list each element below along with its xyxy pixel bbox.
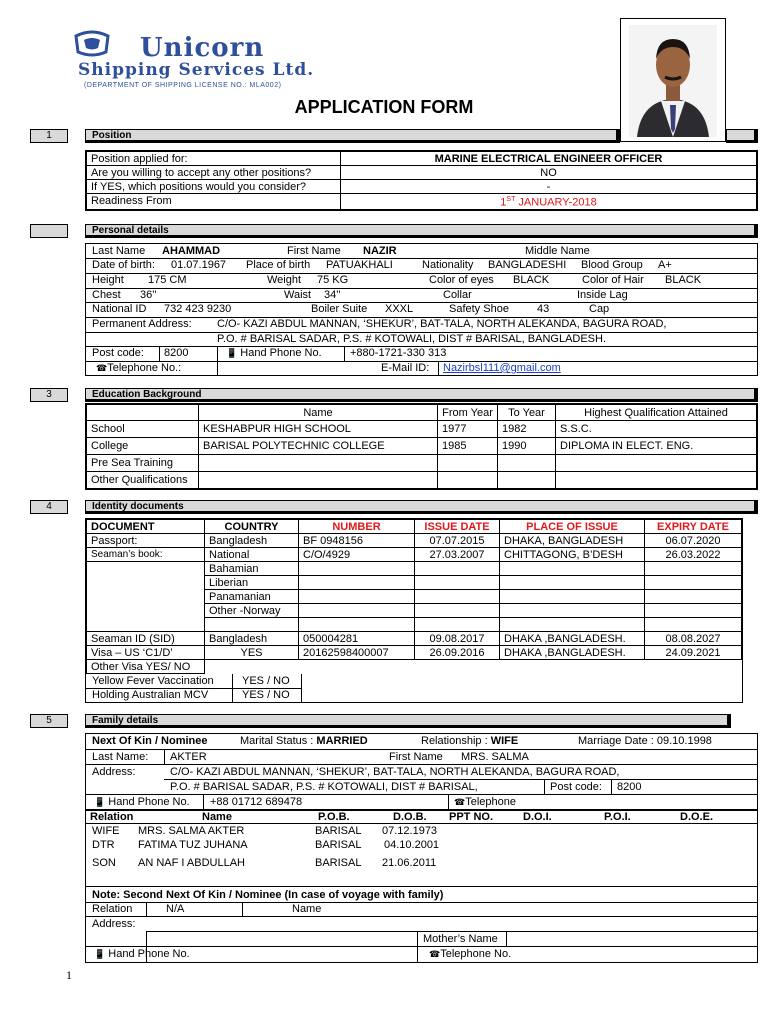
- permanent-address-line-1: C/O- KAZI ABDUL MANNAN, ‘SHEKUR’, BAT-TALA, NORTH ALEKANDA, BAGURA ROAD,: [217, 318, 667, 330]
- id-number: BF 0948156: [299, 534, 415, 548]
- edu-header-from: From Year: [438, 405, 498, 421]
- id-doc: Passport:: [87, 534, 205, 548]
- mobile-phone-icon: 📱: [94, 797, 106, 807]
- id-header-place: PLACE OF ISSUE: [500, 520, 645, 534]
- marital-status-value: MARRIED: [316, 735, 368, 747]
- second-nok-mother-name-label: Mother’s Name: [423, 933, 498, 945]
- id-row-other: [87, 562, 742, 576]
- personal-details-box: [85, 243, 758, 376]
- edu-qualification: DIPLOMA IN ELECT. ENG.: [556, 438, 757, 455]
- fam-header-relation: Relation: [90, 811, 134, 823]
- edu-name: [199, 472, 438, 489]
- chest-label: Chest: [92, 289, 121, 301]
- education-row: [87, 455, 757, 472]
- pob-value: PATUAKHALI: [326, 259, 393, 271]
- readiness-day: 1: [500, 196, 507, 209]
- id-header-issue-date: ISSUE DATE: [415, 520, 500, 534]
- logo-company-name: Unicorn: [140, 33, 265, 63]
- fam-pob: BARISAL: [315, 825, 362, 837]
- readiness-label: Readiness From: [87, 194, 341, 210]
- id-doc: Seaman’s book:: [87, 548, 205, 562]
- safety-shoe-value: 43: [537, 303, 550, 315]
- id-expiry: 24.09.2021: [645, 646, 742, 660]
- which-positions-value: -: [341, 180, 757, 194]
- edu-to: [498, 455, 556, 472]
- readiness-value: [341, 194, 757, 210]
- edu-from: [438, 455, 498, 472]
- second-nok-address-label: Address:: [92, 918, 136, 930]
- id-issue: 09.08.2017: [415, 632, 500, 646]
- fam-relation: DTR: [92, 839, 115, 851]
- section-4-header: Identity documents: [85, 500, 758, 514]
- applicant-photo: [620, 18, 726, 142]
- id-number: C/O/4929: [299, 548, 415, 562]
- edu-to: [498, 472, 556, 489]
- middle-name-label: Middle Name: [525, 245, 590, 257]
- education-row: [87, 438, 757, 455]
- id-country: YES: [205, 646, 299, 660]
- edu-to: 1990: [498, 438, 556, 455]
- yellow-fever-value: YES / NO: [242, 675, 290, 687]
- waist-label: Waist: [284, 289, 312, 301]
- nationality-label: Nationality: [422, 259, 474, 271]
- permanent-address-label: Permanent Address:: [92, 318, 192, 330]
- second-nok-name-label: Name: [292, 903, 322, 915]
- fam-header-doe: D.O.E.: [680, 811, 714, 823]
- second-nok-telephone-label: Telephone No.: [440, 948, 512, 960]
- id-row-other-visa: [87, 660, 742, 674]
- id-place: DHAKA, BANGLADESH: [500, 534, 645, 548]
- id-country: Bahamian: [205, 562, 299, 576]
- logo-license: (DEPARTMENT OF SHIPPING LICENSE NO.: MLA002): [84, 82, 282, 89]
- nok-address-line-2: P.O. # BARISAL SADAR, P.S. # KOTOWALI, DIST # BARISAL,: [170, 781, 478, 793]
- readiness-suffix: ST: [506, 196, 516, 203]
- readiness-month: JANUARY-2018: [515, 196, 597, 209]
- other-positions-label: Are you willing to accept any other positions?: [87, 166, 341, 180]
- second-nok-relation-label: Relation: [92, 903, 133, 915]
- id-country: Bangladesh: [205, 534, 299, 548]
- hair-color-value: BLACK: [665, 274, 702, 286]
- id-expiry: 06.07.2020: [645, 534, 742, 548]
- nok-post-code-value: 8200: [617, 781, 642, 793]
- fam-name: AN NAF I ABDULLAH: [138, 857, 245, 869]
- fam-header-poi: P.O.I.: [604, 811, 631, 823]
- nok-first-name-value: MRS. SALMA: [461, 751, 529, 763]
- telephone-label: Telephone No.:: [107, 362, 182, 374]
- boiler-suite-value: XXXL: [385, 303, 414, 315]
- id-row-sid: [87, 632, 742, 646]
- inside-lag-label: Inside Lag: [577, 289, 628, 301]
- which-positions-label: If YES, which positions would you consider?: [87, 180, 341, 194]
- nationality-value: BANGLADESHI: [488, 259, 567, 271]
- yellow-fever-label: Yellow Fever Vaccination: [92, 675, 214, 687]
- mobile-phone-icon: 📱: [94, 949, 106, 959]
- weight-label: Weight: [267, 274, 302, 286]
- hair-color-label: Color of Hair: [582, 274, 644, 286]
- last-name-label: Last Name: [92, 245, 146, 257]
- marital-status: [240, 734, 368, 748]
- section-1-number: 1: [30, 129, 68, 143]
- hand-phone-value: +880-1721-330 313: [350, 347, 447, 359]
- edu-from: 1977: [438, 421, 498, 438]
- second-nok-hand-phone-label: Hand Phone No.: [108, 948, 190, 960]
- telephone-icon: ☎: [429, 949, 441, 959]
- id-row-other: [87, 590, 742, 604]
- id-header-document: DOCUMENT: [87, 520, 205, 534]
- id-issue: 26.09.2016: [415, 646, 500, 660]
- page-title: APPLICATION FORM: [294, 97, 474, 117]
- position-row: [87, 180, 757, 194]
- relationship-label: Relationship :: [421, 735, 488, 747]
- nok-first-name-label: First Name: [389, 751, 443, 763]
- id-header-expiry: EXPIRY DATE: [645, 520, 742, 534]
- id-country: Bangladesh: [205, 632, 299, 646]
- edu-from: 1985: [438, 438, 498, 455]
- fam-pob: BARISAL: [315, 857, 362, 869]
- national-id-value: 732 423 9230: [164, 303, 232, 315]
- id-row-seaman-book: [87, 548, 742, 562]
- section-5-header: Family details: [85, 714, 731, 728]
- id-place: CHITTAGONG, B’DESH: [500, 548, 645, 562]
- fam-header-dob: D.O.B.: [393, 811, 427, 823]
- fam-name: FATIMA TUZ JUHANA: [138, 839, 248, 851]
- id-country: Liberian: [205, 576, 299, 590]
- other-visa: Other Visa YES/ NO: [87, 660, 205, 674]
- chest-value: 36'': [140, 289, 157, 301]
- id-row-other: [87, 604, 742, 618]
- nok-address-line-1: C/O- KAZI ABDUL MANNAN, ‘SHEKUR’, BAT-TALA, NORTH ALEKANDA, BAGURA ROAD,: [170, 766, 620, 778]
- section-4-number: 4: [30, 500, 68, 514]
- id-expiry: 08.08.2027: [645, 632, 742, 646]
- edu-qualification: [556, 472, 757, 489]
- id-row-passport: [87, 534, 742, 548]
- edu-header-qualification: Highest Qualification Attained: [556, 405, 757, 421]
- id-number: 050004281: [299, 632, 415, 646]
- edu-qualification: [556, 455, 757, 472]
- marital-status-label: Marital Status :: [240, 735, 314, 747]
- edu-type: Pre Sea Training: [87, 455, 199, 472]
- section-2-header: Personal details: [85, 224, 758, 238]
- nok-last-name-label: Last Name:: [92, 751, 149, 763]
- second-nok-note: Note: Second Next Of Kin / Nominee (In case of voyage with family): [92, 889, 444, 901]
- nok-address-label: Address:: [92, 766, 136, 778]
- first-name-label: First Name: [287, 245, 341, 257]
- national-id-label: National ID: [92, 303, 147, 315]
- position-row: [87, 194, 757, 210]
- page-number: 1: [66, 968, 72, 982]
- company-logo: [70, 26, 390, 96]
- other-positions-value: NO: [341, 166, 757, 180]
- email-link[interactable]: Nazirbsl111@gmail.com: [443, 362, 561, 374]
- blood-group-label: Blood Group: [581, 259, 643, 271]
- id-row-visa: [87, 646, 742, 660]
- id-issue: 07.07.2015: [415, 534, 500, 548]
- fam-header-doi: D.O.I.: [523, 811, 552, 823]
- education-table: [85, 403, 758, 490]
- fam-header-pob: P.O.B.: [318, 811, 350, 823]
- id-country: Other -Norway: [205, 604, 299, 618]
- fam-pob: BARISAL: [315, 839, 362, 851]
- position-row: [87, 166, 757, 180]
- edu-header-to: To Year: [498, 405, 556, 421]
- edu-type: School: [87, 421, 199, 438]
- waist-value: 34'': [324, 289, 341, 301]
- relationship-value: WIFE: [490, 735, 519, 747]
- permanent-address-line-2: P.O. # BARISAL SADAR, P.S. # KOTOWALI, DIST # BARISAL, BANGLADESH.: [217, 333, 607, 345]
- blood-group-value: A+: [658, 259, 672, 271]
- edu-from: [438, 472, 498, 489]
- edu-to: 1982: [498, 421, 556, 438]
- eye-color-value: BLACK: [513, 274, 550, 286]
- logo-company-subtitle: Shipping Services Ltd.: [78, 60, 315, 80]
- dob-value: 01.07.1967: [171, 259, 227, 271]
- eye-color-label: Color of eyes: [429, 274, 494, 286]
- identity-table: [85, 518, 743, 703]
- id-place: DHAKA ,BANGLADESH.: [500, 632, 645, 646]
- second-nok-relation-value: N/A: [166, 903, 185, 915]
- fam-dob: 07.12.1973: [382, 825, 438, 837]
- first-name-value: NAZIR: [363, 245, 397, 257]
- next-of-kin-label: Next Of Kin / Nominee: [92, 735, 208, 747]
- telephone-icon: ☎: [454, 797, 466, 807]
- nok-hand-phone-value: +88 01712 689478: [210, 796, 303, 808]
- position-applied-label: Position applied for:: [87, 152, 341, 166]
- nok-last-name-value: AKTER: [170, 751, 207, 763]
- edu-header-type: [87, 405, 199, 421]
- post-code-label: Post code:: [92, 347, 144, 359]
- edu-type: Other Qualifications: [87, 472, 199, 489]
- education-row: [87, 472, 757, 489]
- id-place: DHAKA ,BANGLADESH.: [500, 646, 645, 660]
- cap-label: Cap: [589, 303, 610, 315]
- section-3-number: 3: [30, 388, 68, 402]
- fam-header-ppt: PPT NO.: [449, 811, 494, 823]
- id-issue: 27.03.2007: [415, 548, 500, 562]
- fam-dob: 21.06.2011: [382, 857, 437, 869]
- edu-name: [199, 455, 438, 472]
- position-applied-value: MARINE ELECTRICAL ENGINEER OFFICER: [341, 152, 757, 166]
- dob-label: Date of birth:: [92, 259, 155, 271]
- position-table: [85, 150, 758, 211]
- id-country: National: [205, 548, 299, 562]
- fam-relation: WIFE: [92, 825, 120, 837]
- post-code-value: 8200: [164, 347, 189, 359]
- marriage-date-value: 09.10.1998: [656, 735, 712, 747]
- edu-name: BARISAL POLYTECHNIC COLLEGE: [199, 438, 438, 455]
- nok-post-code-label: Post code:: [550, 781, 602, 793]
- australian-mcv-value: YES / NO: [242, 689, 290, 701]
- section-1-header: Position: [85, 129, 620, 143]
- height-value: 175 CM: [148, 274, 187, 286]
- pob-label: Place of birth: [246, 259, 311, 271]
- id-header-number: NUMBER: [299, 520, 415, 534]
- education-row: [87, 421, 757, 438]
- fam-dob: 04.10.2001: [384, 839, 440, 851]
- fam-header-name: Name: [202, 811, 232, 823]
- relationship: [421, 734, 518, 748]
- edu-header-name: Name: [199, 405, 438, 421]
- height-label: Height: [92, 274, 124, 286]
- applicant-photo-image: [621, 19, 725, 141]
- marriage-date-label: Marriage Date :: [578, 735, 654, 747]
- nok-telephone-label: Telephone: [465, 796, 516, 808]
- email-label: E-Mail ID:: [381, 362, 430, 374]
- id-number: 20162598400007: [299, 646, 415, 660]
- id-doc: Seaman ID (SID): [87, 632, 205, 646]
- hand-phone-label: Hand Phone No.: [240, 347, 322, 359]
- telephone-icon: ☎: [96, 363, 108, 373]
- section-5-number: 5: [30, 714, 68, 728]
- nok-hand-phone-label: Hand Phone No.: [108, 796, 190, 808]
- boiler-suite-label: Boiler Suite: [311, 303, 368, 315]
- unicorn-logo-icon: [72, 30, 112, 58]
- id-expiry: 26.03.2022: [645, 548, 742, 562]
- id-country: Panamanian: [205, 590, 299, 604]
- id-row-other: [87, 576, 742, 590]
- fam-relation: SON: [92, 857, 116, 869]
- collar-label: Collar: [443, 289, 472, 301]
- edu-qualification: S.S.C.: [556, 421, 757, 438]
- fam-name: MRS. SALMA AKTER: [138, 825, 245, 837]
- australian-mcv-label: Holding Australian MCV: [92, 689, 209, 701]
- id-doc: Visa – US ‘C1/D’: [87, 646, 205, 660]
- section-3-header: Education Background: [85, 388, 758, 402]
- edu-type: College: [87, 438, 199, 455]
- section-1-header-end: [726, 129, 758, 143]
- safety-shoe-label: Safety Shoe: [449, 303, 509, 315]
- marriage-date: [578, 734, 712, 748]
- position-row: [87, 152, 757, 166]
- mobile-phone-icon: 📱: [226, 348, 238, 358]
- id-header-country: COUNTRY: [205, 520, 299, 534]
- last-name-value: AHAMMAD: [162, 245, 221, 257]
- family-details-box: [85, 733, 758, 963]
- edu-name: KESHABPUR HIGH SCHOOL: [199, 421, 438, 438]
- section-2-number: [30, 224, 68, 238]
- weight-value: 75 KG: [317, 274, 349, 286]
